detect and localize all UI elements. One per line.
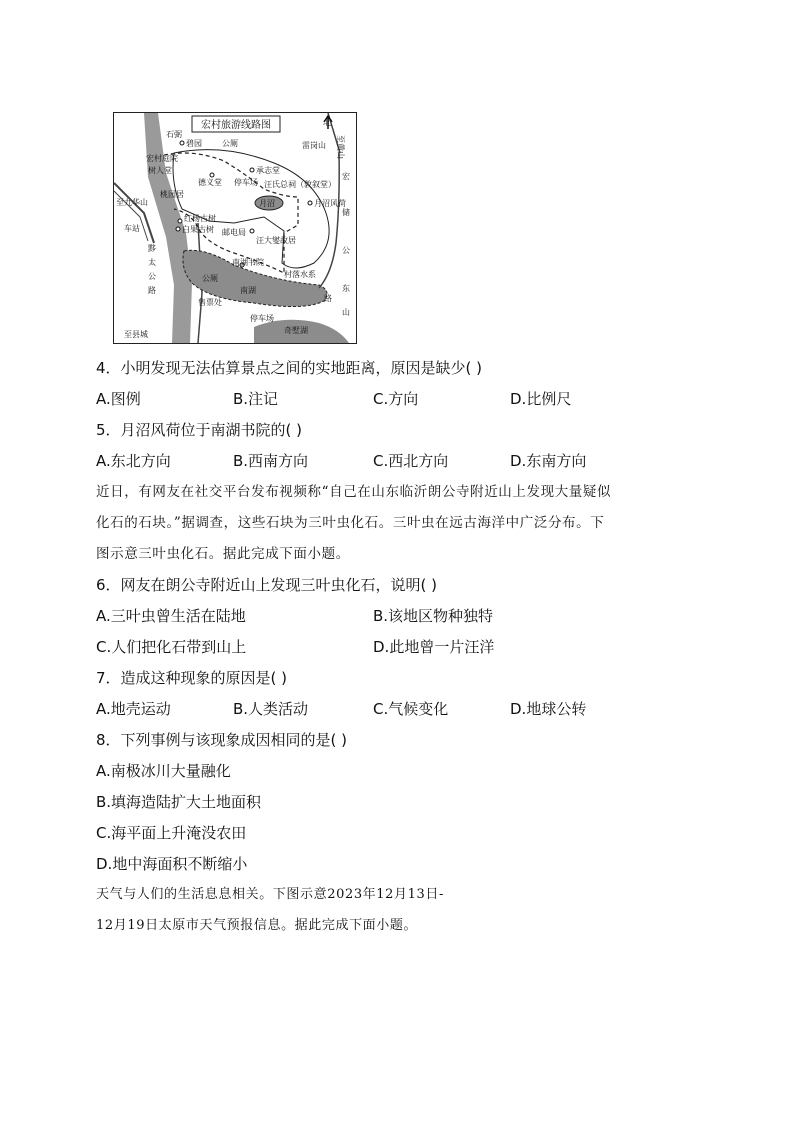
q5-option-a[interactable]: A.东北方向: [96, 452, 171, 470]
q4-option-a[interactable]: A.图例: [96, 390, 141, 408]
q4-option-c[interactable]: C.方向: [373, 390, 419, 408]
q6-option-d[interactable]: D.此地曾一片汪洋: [373, 638, 495, 656]
q6-option-b[interactable]: B.该地区物种独特: [373, 607, 494, 625]
q8-option-b[interactable]: B.填海造陆扩大土地面积: [96, 793, 262, 811]
label-deyitang: 德义堂: [198, 178, 222, 187]
q8-stem: 8．下列事例与该现象成因相同的是( ): [96, 731, 348, 749]
label-wangdaxie: 汪大燮故居: [256, 236, 296, 245]
map-drawing: [114, 113, 356, 343]
label-dong: 东: [342, 284, 350, 293]
map-title: 宏村旅游线路图: [201, 120, 271, 131]
q6-stem: 6．网友在朗公寺附近山上发现三叶虫化石，说明( ): [96, 576, 438, 594]
label-wangshi: 汪氏总祠（敦叙堂）: [264, 180, 336, 189]
label-gongce-south: 公厕: [202, 274, 218, 283]
label-gong-east: 公: [342, 246, 350, 255]
label-baiguogushu: 白果古树: [182, 225, 214, 234]
material1-line1: 近日，有网友在社交平台发布视频称“自己在山东临沂朗公寺附近山上发现大量疑似: [96, 484, 612, 500]
label-hongyanggushu: 红杨古树: [184, 214, 216, 223]
label-parking-north: 停车场: [234, 178, 258, 187]
label-zhixiancheng: 至县城: [124, 330, 148, 339]
q5-option-b[interactable]: B.西南方向: [233, 452, 309, 470]
label-chu: 储: [342, 208, 350, 217]
material1-line3: 图示意三叶虫化石。据此完成下面小题。: [96, 546, 350, 562]
label-parking-south: 停车场: [250, 314, 274, 323]
label-zhijiuhuashan-1: 至九华山: [116, 198, 148, 207]
q4-stem: 4．小明发现无法估算景点之间的实地距离，原因是缺少( ): [96, 359, 483, 377]
q7-option-c[interactable]: C.气候变化: [373, 700, 449, 718]
q5-option-c[interactable]: C.西北方向: [373, 452, 449, 470]
q7-option-a[interactable]: A.地壳运动: [96, 700, 171, 718]
label-chezhan: 车站: [124, 224, 140, 233]
label-hong: 宏: [342, 172, 350, 181]
label-chengzhitang: 承志堂: [256, 166, 280, 175]
label-biyuan: 碧园: [186, 139, 202, 148]
label-nanhushuyuan: 南湖书院: [232, 258, 264, 267]
q6-option-a[interactable]: A.三叶虫曾生活在陆地: [96, 607, 246, 625]
label-lu-east: 路: [324, 294, 332, 303]
material1-line2: 化石的石块。”据调查，这些石块为三叶虫化石。三叶虫在远古海洋中广泛分布。下: [96, 515, 605, 531]
q5-stem: 5．月沼风荷位于南湖书院的( ): [96, 421, 303, 439]
label-youdianju: 邮电局: [222, 228, 246, 237]
label-yuezhao: 月沼: [259, 199, 275, 208]
label-shurentang: 树人堂: [148, 166, 172, 175]
village-tour-map: [113, 112, 357, 344]
label-nanhu: 南湖: [240, 286, 256, 295]
label-yuezhaofenghe: 月沼风荷: [314, 199, 346, 208]
label-hongcun-courtyard: 宏村庭院: [146, 154, 178, 163]
label-shoupiaochu: 售票处: [198, 298, 222, 307]
label-zhihuangshan: 至黄山: [336, 135, 345, 159]
q4-option-d[interactable]: D.比例尺: [510, 390, 572, 408]
label-tai: 太: [148, 258, 156, 267]
label-yi: 黟: [148, 244, 156, 253]
material2-line1: 天气与人们的生活息息相关。下图示意2023年12月13日-: [96, 887, 444, 902]
label-lu-west: 路: [148, 286, 156, 295]
label-leigangshan: 雷岗山: [302, 141, 326, 150]
east-road: [319, 153, 339, 288]
north-label: 北: [323, 118, 333, 128]
label-qimohu: 奇墅湖: [284, 326, 308, 335]
q8-option-d[interactable]: D.地中海面积不断缩小: [96, 855, 248, 873]
q6-option-c[interactable]: C.人们把化石带到山上: [96, 638, 247, 656]
q7-option-b[interactable]: B.人类活动: [233, 700, 309, 718]
label-gong-west: 公: [148, 272, 156, 281]
label-shan: 山: [342, 308, 350, 317]
q5-option-d[interactable]: D.东南方向: [510, 452, 587, 470]
q4-option-b[interactable]: B.注记: [233, 390, 279, 408]
label-cunluoshuixi: 村落水系: [284, 270, 316, 279]
q7-option-d[interactable]: D.地球公转: [510, 700, 587, 718]
road-to-jiuhua: [114, 183, 154, 243]
q8-option-c[interactable]: C.海平面上升淹没农田: [96, 824, 247, 842]
q8-option-a[interactable]: A.南极冰川大量融化: [96, 762, 231, 780]
label-shiqiao: 石弼: [166, 130, 182, 139]
label-gongce-north: 公厕: [222, 139, 238, 148]
q7-stem: 7．造成这种现象的原因是( ): [96, 669, 288, 687]
material2-line2: 12月19日太原市天气预报信息。据此完成下面小题。: [96, 918, 418, 933]
label-taoyuanju: 桃园居: [160, 190, 184, 199]
